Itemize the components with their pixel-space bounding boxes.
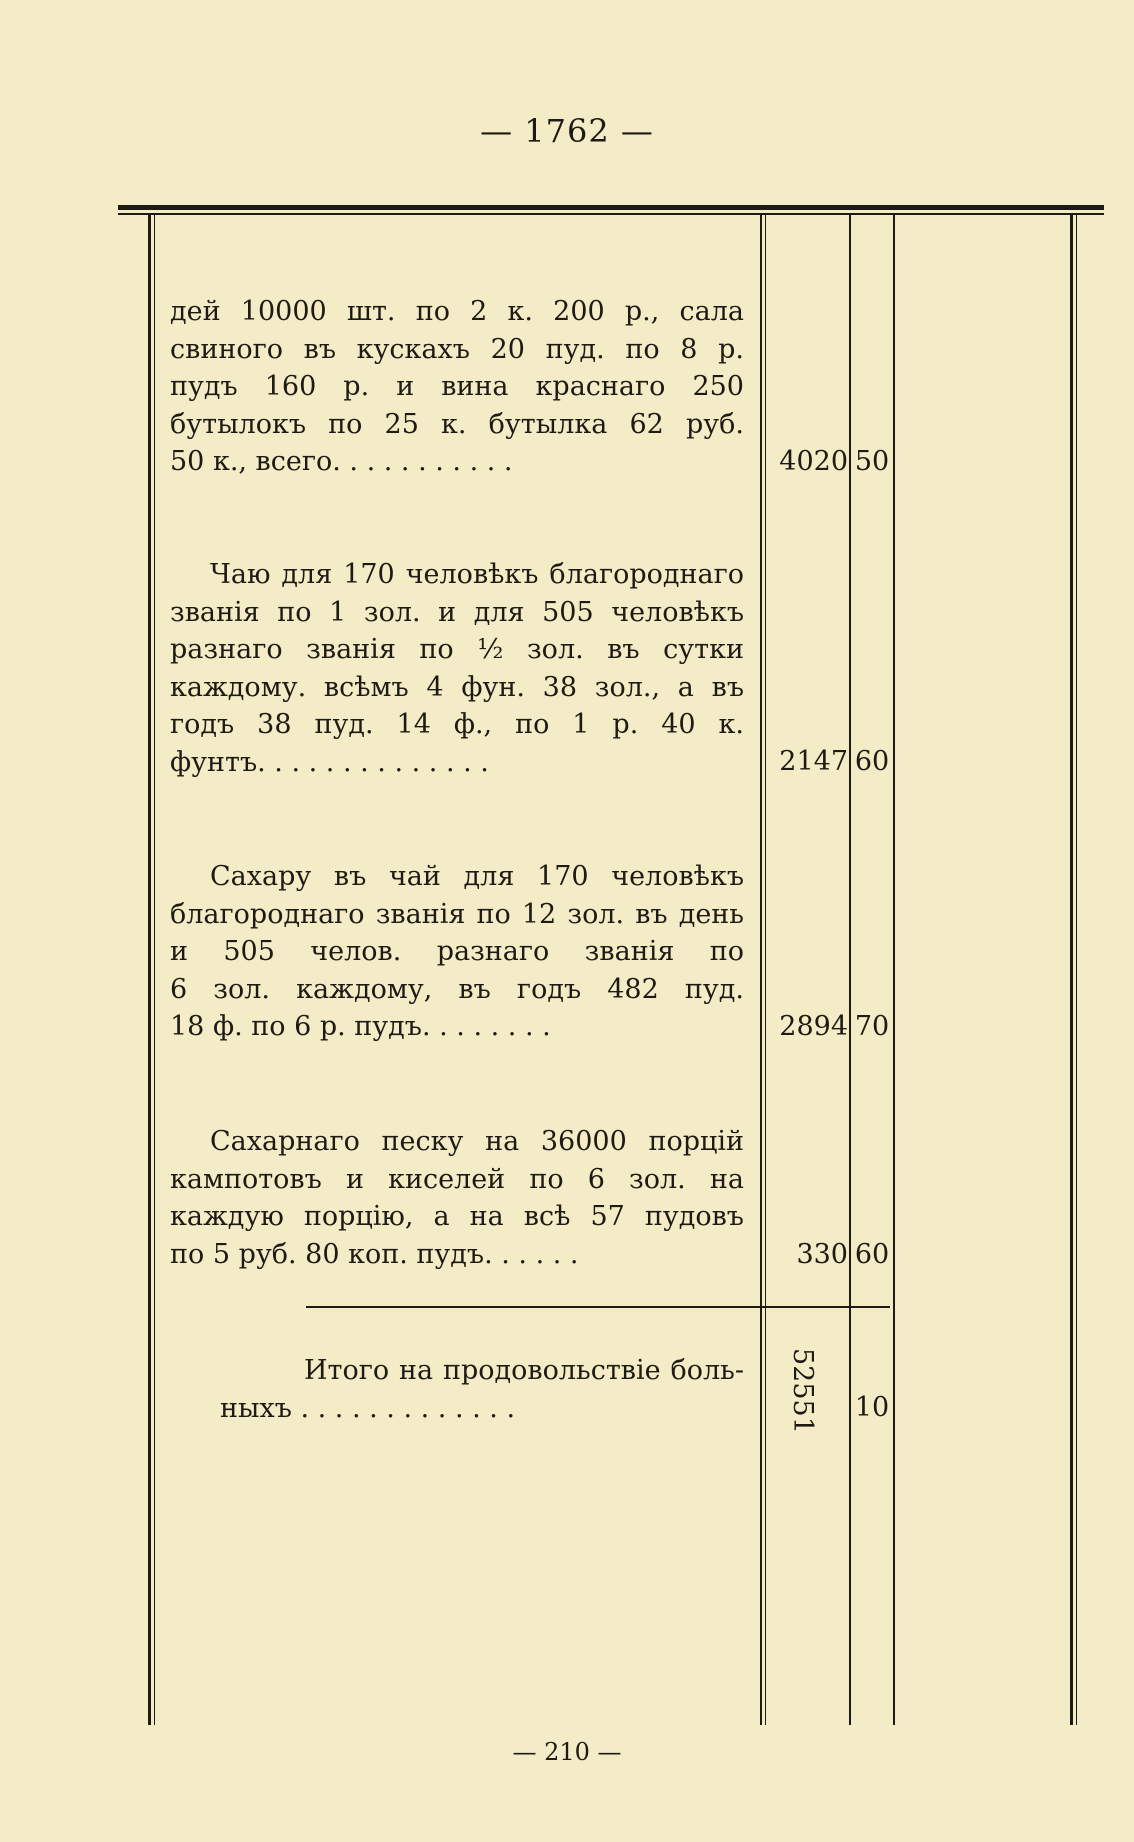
entry-line: Сахарнаго песку на 36000 порцій: [210, 1126, 744, 1157]
entry-3: [170, 858, 744, 1046]
entry-line: Сахару въ чай для 170 человѣкъ: [210, 861, 744, 892]
entry-4: [170, 1123, 744, 1273]
entry-line: дей 10000 шт. по 2 к. 200 р., сала: [170, 296, 744, 327]
entry-line: званія по 1 зол. и для 505 человѣкъ: [170, 596, 744, 628]
entry-1-kop: 50: [854, 446, 890, 477]
entry-line: благороднаго званія по 12 зол. въ день: [170, 898, 744, 930]
right-border-line-inner: [1076, 215, 1077, 1725]
entry-line: кампотовъ и киселей по 6 зол. на: [170, 1163, 744, 1195]
right-border-line: [1070, 215, 1073, 1725]
rub-column-line: [760, 215, 762, 1725]
entry-2-kop: 60: [854, 746, 890, 777]
entry-line: и 505 челов. разнаго званія по: [170, 936, 744, 967]
entry-1: [170, 293, 744, 481]
entry-1-rub: 4020: [779, 446, 848, 477]
total-entry: [220, 1352, 744, 1427]
top-rule-thin: [118, 213, 1104, 215]
entry-4-rub: 330: [796, 1239, 848, 1270]
total-line: Итого на продовольствіе боль-: [304, 1355, 744, 1386]
entry-2: [170, 556, 744, 781]
entry-line: годъ 38 пуд. 14 ф., по 1 р. 40 к.: [170, 709, 744, 740]
entry-line: 6 зол. каждому, въ годъ 482 пуд.: [170, 973, 744, 1005]
entry-line: пудъ 160 р. и вина краснаго 250: [170, 371, 744, 402]
entry-line: каждому. всѣмъ 4 фун. 38 зол., а въ: [170, 671, 744, 703]
left-border-line-inner: [154, 215, 155, 1725]
rub-column-line-inner: [765, 215, 766, 1725]
entry-4-kop: 60: [854, 1239, 890, 1270]
entry-2-rub: 2147: [779, 746, 848, 777]
total-kop: 10: [854, 1392, 890, 1423]
top-rule-thick: [118, 205, 1104, 210]
left-border-line: [148, 215, 151, 1725]
entry-line: 18 ф. по 6 р. пудъ. . . . . . . .: [170, 1011, 551, 1042]
page-number-bottom: — 210 —: [512, 1738, 622, 1766]
entry-line: фунтъ. . . . . . . . . . . . . .: [170, 746, 489, 778]
page-number-top: — 1762 —: [480, 112, 654, 150]
sum-rule: [306, 1306, 890, 1308]
entry-line: по 5 руб. 80 коп. пудъ. . . . . .: [170, 1238, 579, 1270]
right-column-line: [893, 215, 895, 1725]
entry-line: Чаю для 170 человѣкъ благороднаго: [210, 559, 744, 590]
total-line: ныхъ . . . . . . . . . . . . .: [220, 1392, 516, 1424]
entry-line: 50 к., всего. . . . . . . . . . .: [170, 446, 513, 477]
entry-line: свиного въ кускахъ 20 пуд. по 8 р.: [170, 333, 744, 365]
entry-3-rub: 2894: [779, 1011, 848, 1042]
entry-line: разнаго званія по ½ зол. въ сутки: [170, 634, 744, 665]
kop-column-line: [849, 215, 851, 1725]
total-rub: 52551: [787, 1348, 818, 1434]
entry-line: бутылокъ по 25 к. бутылка 62 руб.: [170, 408, 744, 440]
entry-line: каждую порцію, а на всѣ 57 пудовъ: [170, 1201, 744, 1232]
entry-3-kop: 70: [854, 1011, 890, 1042]
